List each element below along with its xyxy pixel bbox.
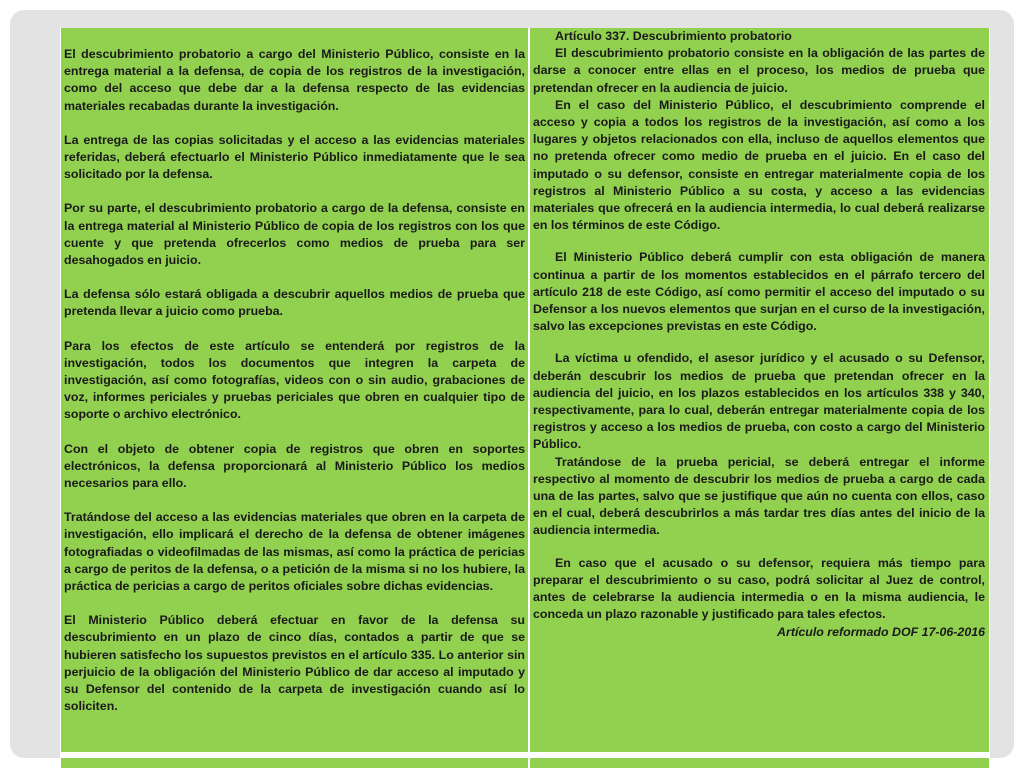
column-divider (528, 28, 530, 768)
left-paragraph: El Ministerio Público deberá efectuar en favor de la defensa su descubrimiento en un plazo de cinco días, contados a partir de que se hubieren satisfecho los supuestos previstos en el artículo 335. Lo anterior sin perjuicio de la obligación del Ministerio Público de dar acceso al imputado y su Defensor del contenido de la carpeta de investigación cuando así lo soliciten. (64, 613, 525, 714)
left-paragraph: Con el objeto de obtener copia de registros que obren en soportes electrónicos, la defensa proporcionará al Ministerio Público los medios necesarios para ello. (64, 441, 525, 491)
right-paragraph: El descubrimiento probatorio consiste en la obligación de las partes de darse a conocer entre ellas en el proceso, los medios de prueba que pretendan ofrecer en la audiencia de juicio. (533, 46, 985, 95)
left-paragraph: Para los efectos de este artículo se entenderá por registros de la investigación, todos los documentos que integren la carpeta de investigación, así como fotografías, videos con o sin audio, grabaciones de voz, informes periciales y pruebas periciales que obren en cualquier tipo de soporte o archivo electrónico. (64, 338, 525, 422)
article-title: Artículo 337. Descubrimiento probatorio (555, 29, 792, 43)
left-paragraph: El descubrimiento probatorio a cargo del Ministerio Público, consiste en la entrega material a la defensa, de copia de los registros de la investigación, como del acceso que debe dar a la defensa respecto de las evidencias materiales recabadas durante la investigación. (64, 47, 525, 113)
right-paragraph: Tratándose de la prueba pericial, se deberá entregar el informe respectivo al momento de descubrir los medios de prueba a cargo de cada una de las partes, salvo que se justifique que aún no cuenta con ellos, caso en el cual, deberá descubrirlos a más tardar tres días antes del inicio de la audiencia intermedia. (533, 454, 985, 538)
left-paragraph: La entrega de las copias solicitadas y el acceso a las evidencias materiales referidas, deberá efectuarlo el Ministerio Público inmediatamente que le sea solicitado por la defensa. (64, 132, 525, 182)
right-paragraph: En caso que el acusado o su defensor, requiera más tiempo para preparar el descubrimiento o su caso, podrá solicitar al Juez de control, antes de celebrarse la audiencia intermedia o en la misma audiencia, le conceda un plazo razonable y justificado para tales efectos. (533, 555, 985, 622)
reform-note: Artículo reformado DOF 17-06-2016 (777, 624, 985, 639)
left-paragraph: Por su parte, el descubrimiento probatorio a cargo de la defensa, consiste en la entrega material al Ministerio Público de copia de los registros con los que cuente y que pretenda ofrecerlos como medios de prueba para ser desahogados en juicio. (64, 201, 525, 268)
row-divider (61, 752, 989, 758)
right-paragraph: La víctima u ofendido, el asesor jurídico y el acusado o su Defensor, deberán descubrir los medios de prueba que pretendan ofrecer en la audiencia del juicio, en los plazos establecidos en los artículos 338 y 340, respectivamente, para lo cual, deberán entregar materialmente copia de los registros y acceso a los medios de prueba, con costo a cargo del Ministerio Público. (533, 351, 985, 452)
right-column (533, 28, 985, 641)
right-paragraph: El Ministerio Público deberá cumplir con esta obligación de manera continua a partir de los momentos establecidos en el párrafo tercero del artículo 218 de este Código, así como permitir el acceso del imputado o su Defensor a los nuevos elementos que surjan en el curso de la investigación, salvo las excepciones previstas en este Código. (533, 250, 985, 334)
comparison-table (60, 28, 990, 768)
right-paragraph: En el caso del Ministerio Público, el descubrimiento comprende el acceso y copia a todos los registros de la investigación, así como a los lugares y objetos relacionados con ella, incluso de aquellos elementos que no pretenda ofrecer como medio de prueba en el juicio. En el caso del imputado o su defensor, consiste en entregar materialmente copia de los registros al Ministerio Público a su costa, y acceso a las evidencias materiales que ofrecerá en la audiencia intermedia, lo cual deberá realizarse en los términos de este Código. (533, 97, 985, 233)
left-column (64, 46, 525, 733)
left-paragraph: Tratándose del acceso a las evidencias materiales que obren en la carpeta de investigación, ello implicará el derecho de la defensa de obtener imágenes fotografiadas o videofilmadas de las mismas, así como la práctica de pericias a cargo de peritos de la defensa, o a petición de la misma si no los hubiere, la práctica de pericias a cargo de peritos oficiales sobre dichas evidencias. (64, 510, 525, 594)
left-paragraph: La defensa sólo estará obligada a descubrir aquellos medios de prueba que pretenda llevar a juicio como prueba. (64, 287, 525, 319)
